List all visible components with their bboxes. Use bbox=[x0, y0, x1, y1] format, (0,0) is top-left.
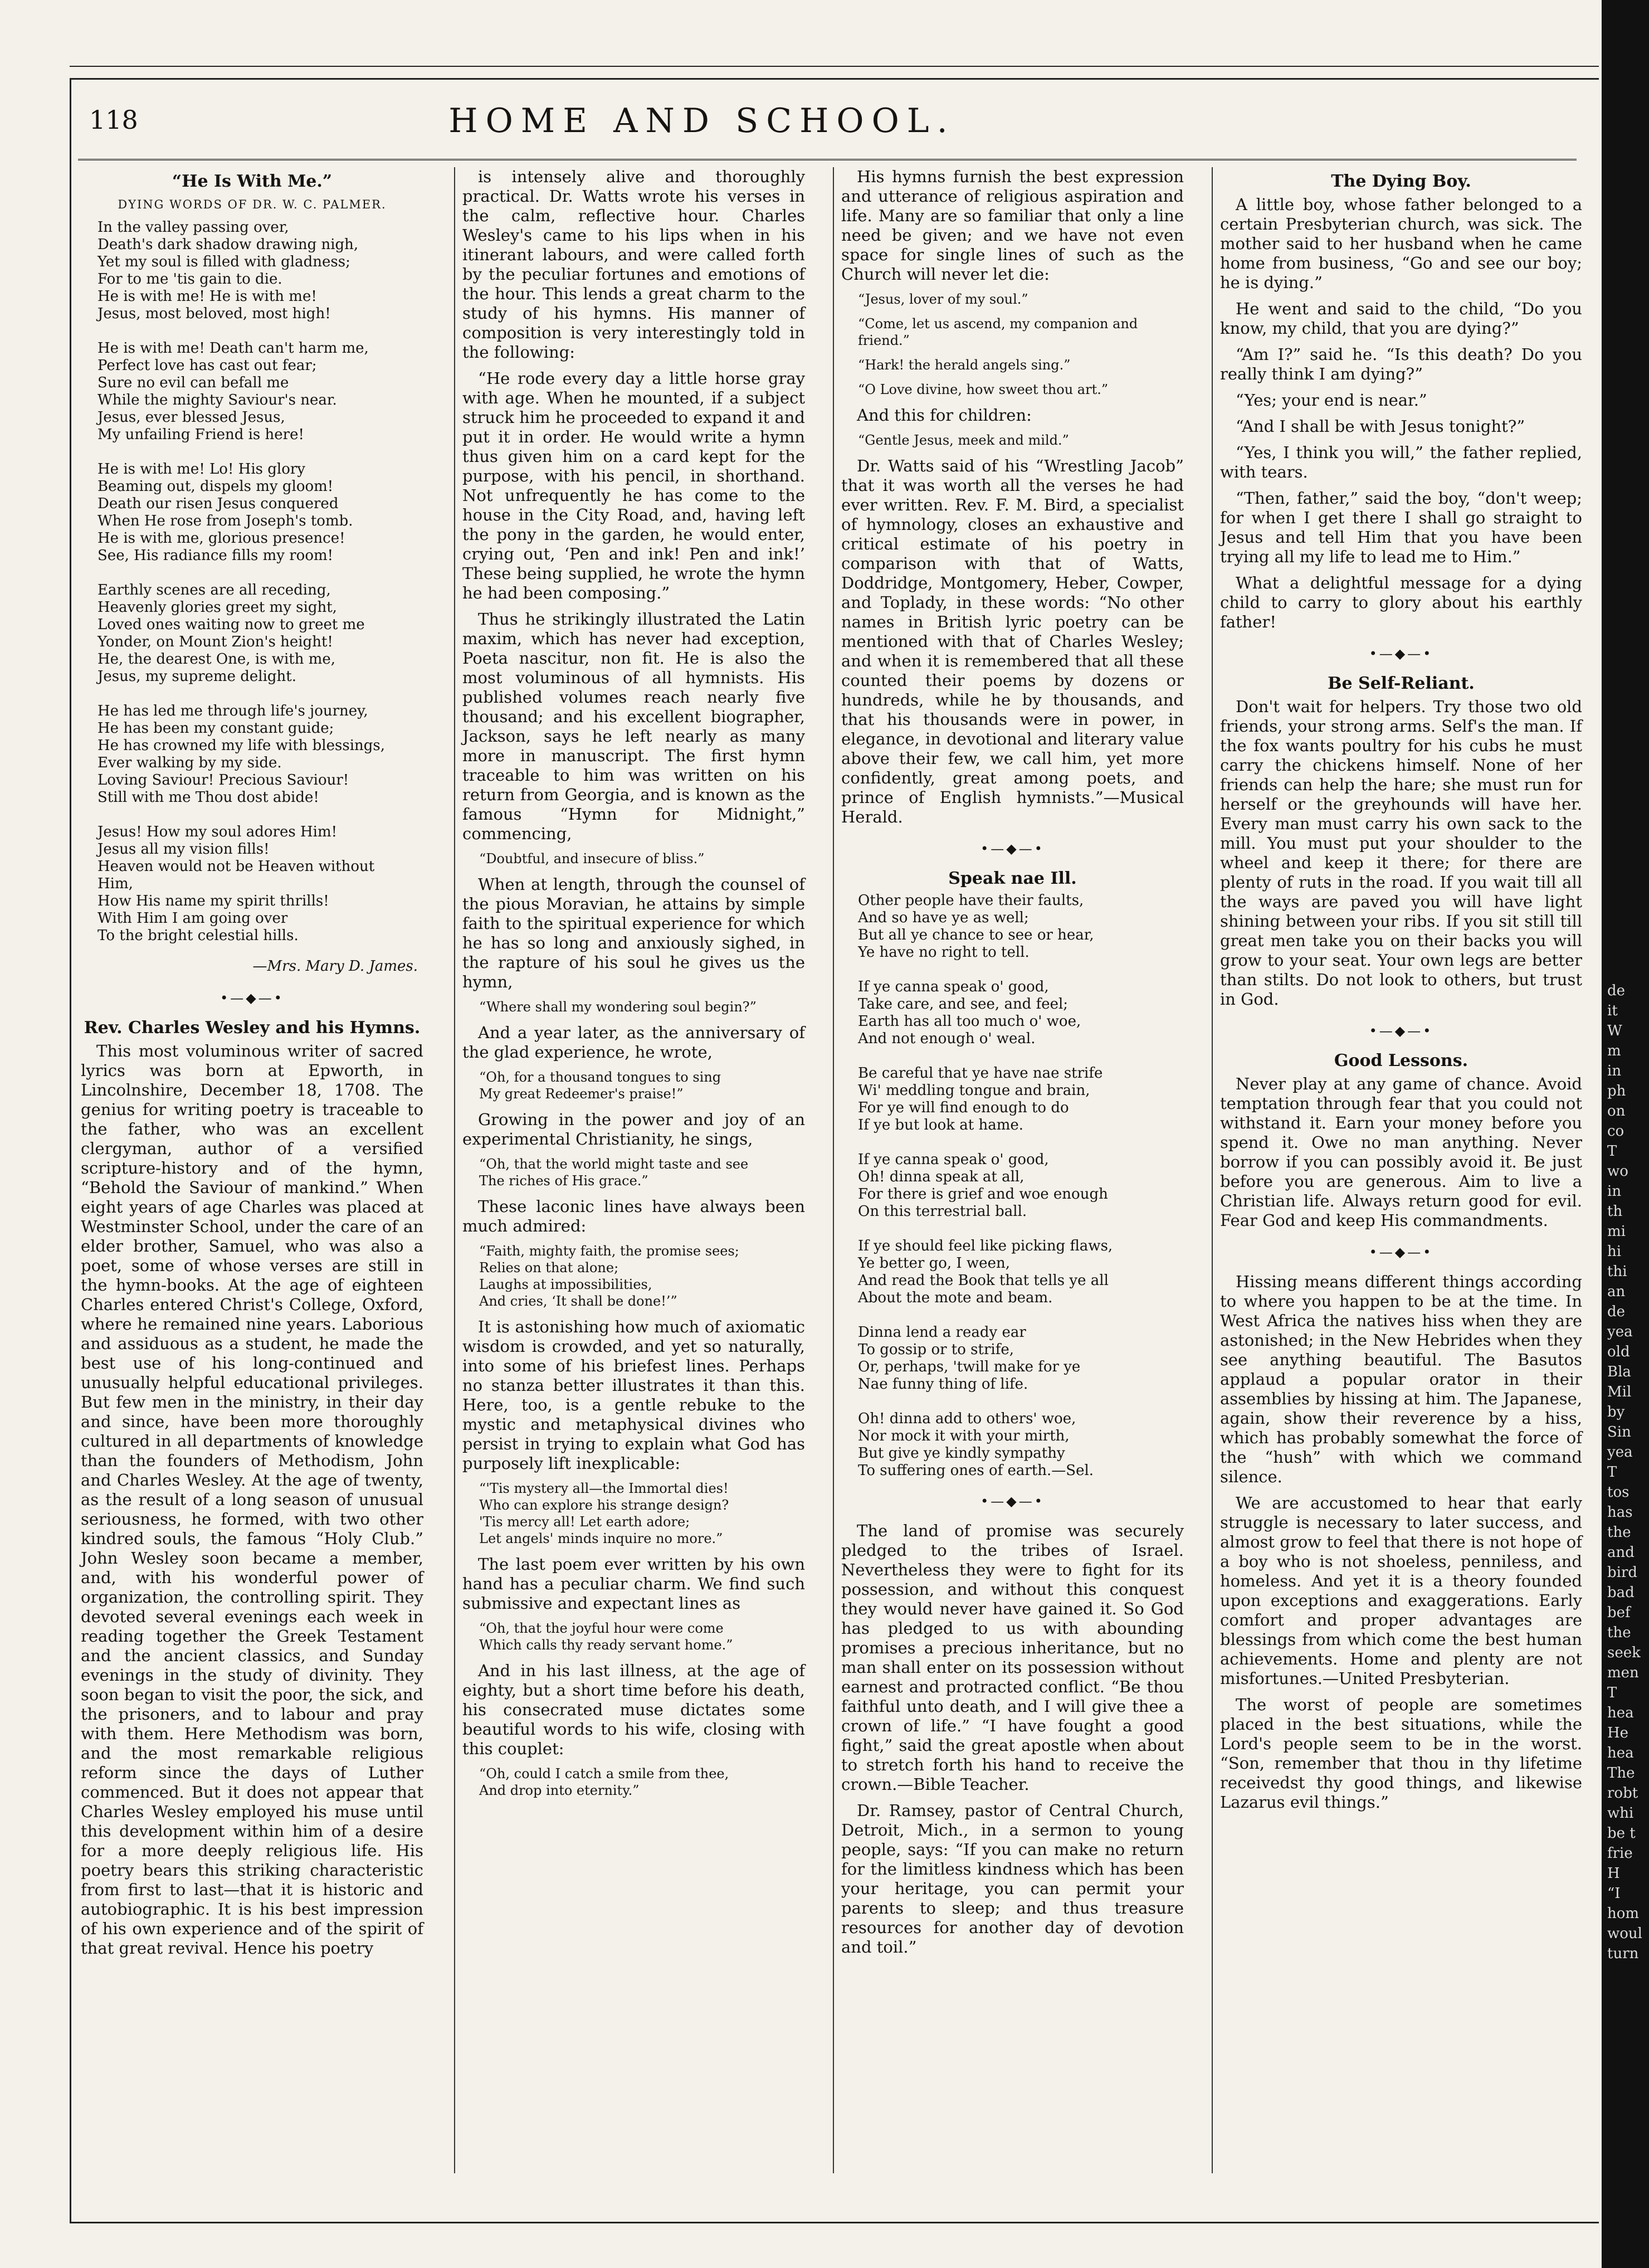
edge-fragment: be t bbox=[1607, 1825, 1636, 1842]
paragraph: Growing in the power and joy of an experimental Christianity, he sings, bbox=[462, 1110, 805, 1148]
paragraph: Don't wait for helpers. Try those two old friends, your strong arms. Self's the man. If the fox wants poultry for his cubs he must carry the chickens himself. None of her friends can help the hare; she must run for herself or the greyhounds will have her. Every man must carry his own sack to the mill. You must put your shoulder to the wheel and keep it there; for there are plenty of ruts in the road. If you wait till all the ways are paved you will have light shining between your ribs. If you sit still till great men take you on their backs you will grow to your seat. Your own legs are better than stilts. Do not look to others, but trust in God. bbox=[1220, 697, 1582, 1009]
edge-fragment: yea bbox=[1607, 1444, 1633, 1461]
edge-fragment: men bbox=[1607, 1665, 1639, 1681]
paragraph: And this for children: bbox=[857, 406, 1032, 425]
ornament-divider: •—◆—• bbox=[980, 1493, 1045, 1509]
column-1 bbox=[81, 167, 423, 1965]
paragraph: The last poem ever written by his own hand has a peculiar charm. We find such submissive and expectant lines as bbox=[462, 1555, 805, 1613]
quotation: “Oh, could I catch a smile from thee, And drop into eternity.” bbox=[479, 1766, 729, 1798]
edge-fragment: W bbox=[1607, 1023, 1622, 1039]
paragraph: We are accustomed to hear that early struggle is necessary to later success, and almost grow to feel that there is not hope of a boy who is not shoeless, penniless, and homeless. And yet it is a theory founded upon exceptions and exaggerations. Early comfort and proper advantages are blessings from which come the best human achievements. Home and plenty are not misfortunes.—United Presbyterian. bbox=[1220, 1493, 1582, 1688]
edge-fragment: has bbox=[1607, 1504, 1633, 1521]
quotation: “Jesus, lover of my soul.” bbox=[858, 291, 1028, 307]
edge-fragment: bef bbox=[1607, 1604, 1631, 1621]
paragraph: “Yes; your end is near.” bbox=[1236, 391, 1427, 410]
poem-title: “He Is With Me.” bbox=[172, 172, 333, 191]
ornament-divider: •—◆—• bbox=[1369, 646, 1433, 661]
edge-fragment: co bbox=[1607, 1123, 1624, 1140]
column-divider bbox=[1212, 167, 1213, 2173]
edge-fragment: yea bbox=[1607, 1323, 1633, 1340]
paragraph: It is astonishing how much of axiomatic wisdom is crowded, and yet so naturally, into some of his briefest lines. Perhaps no stanza better illustrates it than this. Here, too, is a gentle rebuke to the mystic and metaphysical divines who persist in trying to explain what God has purposely lift inexplicable: bbox=[462, 1317, 805, 1473]
edge-fragment: an bbox=[1607, 1283, 1626, 1300]
edge-fragment: and bbox=[1607, 1544, 1635, 1561]
edge-fragment: robt bbox=[1607, 1785, 1638, 1802]
ornament-divider: •—◆—• bbox=[220, 990, 284, 1006]
running-title: HOME AND SCHOOL. bbox=[448, 101, 955, 140]
paragraph: Dr. Ramsey, pastor of Central Church, Detroit, Mich., in a sermon to young people, says: “If you can make no return for the limitless kindness which has been your heritage, you can permit your parents to sleep; and thus treasure resources for another day of devotion and toil.” bbox=[841, 1801, 1184, 1956]
edge-fragment: it bbox=[1607, 1002, 1618, 1019]
paragraph: The worst of people are sometimes placed in the best situations, while the Lord's people seem to be in the worst. “Son, remember that thou in thy lifetime receivedst thy good things, and likewise Lazarus evil things.” bbox=[1220, 1695, 1582, 1812]
edge-fragment: frie bbox=[1607, 1845, 1633, 1862]
edge-fragment: thi bbox=[1607, 1263, 1627, 1280]
ornament-divider: •—◆—• bbox=[1369, 1023, 1433, 1039]
column-4 bbox=[1220, 167, 1582, 1819]
edge-fragment: ph bbox=[1607, 1083, 1626, 1099]
paragraph: Dr. Watts said of his “Wrestling Jacob” that it was worth all the verses he had ever written. Rev. F. M. Bird, a specialist of hymnology, closes an exhaustive and critical estimate of his poetry in comparison with that of Watts, Doddridge, Montgomery, Heber, Cowper, and Toplady, in these words: “No other names in British lyric poetry can be mentioned with that of Charles Wesley; and when it is remembered that all these counted their poems by dozens or hundreds, while he by thousands, and that his thousands were in power, in elegance, in devotional and literary value above their few, we call him, yet more confidently, great among poets, and prince of English hymnists.”—Musical Herald. bbox=[841, 456, 1184, 826]
paragraph: The land of promise was securely pledged to the tribes of Israel. Nevertheless they were to fight for its possession, and without this conquest they would never have gained it. So God has pledged to us with abounding promises a precious inheritance, but no man shall enter on its possession without earnest and protracted conflict. “Be thou faithful unto death, and I will give thee a crown of life.” “I have fought a good fight,” said the great apostle when about to stretch forth his hand to receive the crown.—Bible Teacher. bbox=[841, 1521, 1184, 1794]
edge-fragment: the bbox=[1607, 1624, 1631, 1641]
quotation: “Oh, that the joyful hour were come Which calls thy ready servant home.” bbox=[479, 1620, 733, 1653]
edge-fragment: th bbox=[1607, 1203, 1623, 1220]
paragraph: is intensely alive and thoroughly practical. Dr. Watts wrote his verses in the calm, reflective hour. Charles Wesley's came to his lips when in his itinerant labours, and were called forth by the peculiar fortunes and emotions of the hour. This lends a great charm to the study of his hymns. His manner of composition is very interestingly told in the following: bbox=[462, 167, 805, 362]
top-border bbox=[70, 66, 1599, 70]
paragraph: “He rode every day a little horse gray with age. When he mounted, if a subject struck him he proceeded to expand it and put it in order. He would write a hymn thus given him on a card kept for the purpose, with his pencil, in shorthand. Not unfrequently he has come to the house in the City Road, and, having left the pony in the garden, he would enter, crying out, ‘Pen and ink! Pen and ink!’ These being supplied, he wrote the hymn he had been composing.” bbox=[462, 369, 805, 602]
paragraph: A little boy, whose father belonged to a certain Presbyterian church, was sick. The mother said to her husband when he came home from business, “Go and see our boy; he is dying.” bbox=[1220, 195, 1582, 292]
edge-fragment: Sin bbox=[1607, 1424, 1631, 1440]
edge-fragment: by bbox=[1607, 1404, 1625, 1420]
header-rule bbox=[78, 159, 1577, 163]
edge-fragment: The bbox=[1607, 1765, 1635, 1782]
article-paragraph: This most voluminous writer of sacred lyrics was born at Epworth, in Lincolnshire, December 18, 1708. The genius for writing poetry is traceable to the father, who was an excellent clergyman, author of a versified scripture-history and of the hymn, “Behold the Saviour of mankind.” When eight years of age Charles was placed at Westminster School, under the care of an elder brother, Samuel, who was also a poet, some of whose verses are still in the hymn-books. At the age of eighteen Charles entered Christ's College, Oxford, where he remained nine years. Laborious and assiduous as a student, he made the best use of his long-continued and unusually helpful educational privileges. But few men in the ministry, in their day and since, have been more thoroughly cultured in all departments of knowledge than the founders of Methodism, John and Charles Wesley. At the age of twenty, as the result of a long season of unusual seriousness, he formed, with two other kindred souls, the famous “Holy Club.” John Wesley soon became a member, and, with his wonderful power of organization, the controlling spirit. They devoted several evenings each week in reading together the Greek Testament and the ancient classics, and Sunday evenings in the study of divinity. They soon began to visit the poor, the sick, and the prisoners, and to labour and pray with them. Here Methodism was born, and the most remarkable religious reform since the days of Luther commenced. But it does not appear that Charles Wesley employed his muse until this development within him of a desire for a more deeply religious life. His poetry bears this striking characteristic from first to last—that it is historic and autobiographic. It is his best impression of his own experience and of the spirit of that great revival. Hence his poetry bbox=[81, 1041, 423, 1958]
edge-fragment: T bbox=[1607, 1143, 1617, 1160]
edge-fragment: T bbox=[1607, 1464, 1617, 1481]
edge-fragment: bird bbox=[1607, 1564, 1638, 1581]
ornament-divider: •—◆—• bbox=[980, 841, 1045, 856]
quotation: “Doubtful, and insecure of bliss.” bbox=[479, 851, 705, 867]
column-divider bbox=[454, 167, 455, 2173]
paragraph: These laconic lines have always been much admired: bbox=[462, 1197, 805, 1235]
edge-fragment: T bbox=[1607, 1685, 1617, 1701]
quotation: “'Tis mystery all—the Immortal dies! Who can explore his strange design? 'Tis mercy all! Let earth adore; Let angels' minds inquire no more.” bbox=[479, 1481, 729, 1546]
poem-title: Speak nae Ill. bbox=[948, 869, 1077, 888]
poem-body: Other people have their faults, And so have ye as well; But all ye chance to see or hear, Ye have no right to tell. If ye canna speak o' good, Take care, and see, and feel; Earth has all too much o' woe, And not enough o' weal. Be careful that ye have nae strife Wi' meddling tongue and brain, For ye will find enough to do If ye but look at hame. If ye canna speak o' good, Oh! dinna speak at all, For there is grief and woe enough On this terrestrial ball. If ye should feel like picking flaws, Ye better go, I ween, And read the Book that tells ye all About the mote and beam. Dinna lend a ready ear To gossip or to strife, Or, perhaps, 'twill make for ye Nae funny thing of life. Oh! dinna add to others' woe, Nor mock it with your mirth, But give ye kindly sympathy To suffering ones of earth.—Sel. bbox=[858, 892, 1113, 1479]
poem-author: —Mrs. Mary D. James. bbox=[252, 958, 418, 975]
section-title: Good Lessons. bbox=[1334, 1051, 1469, 1070]
edge-fragment: wo bbox=[1607, 1163, 1628, 1180]
edge-fragment: in bbox=[1607, 1063, 1622, 1079]
quotation: “Faith, mighty faith, the promise sees; Relies on that alone; Laughs at impossibilities, And cries, ‘It shall be done!’” bbox=[479, 1243, 739, 1309]
poem-body: In the valley passing over, Death's dark shadow drawing nigh, Yet my soul is filled with gladness; For to me 'tis gain to die. He is with me! He is with me! Jesus, most beloved, most high! He is with me! Death can't harm me, Perfect love has cast out fear; Sure no evil can befall me While the mighty Saviour's near. Jesus, ever blessed Jesus, My unfailing Friend is here! He is with me! Lo! His glory Beaming out, dispels my gloom! Death our risen Jesus conquered When He rose from Joseph's tomb. He is with me, glorious presence! See, His radiance fills my room! Earthly scenes are all receding, Heavenly glories greet my sight, Loved ones waiting now to greet me Yonder, on Mount Zion's height! He, the dearest One, is with me, Jesus, my supreme delight. He has led me through life's journey, He has been my constant guide; He has crowned my life with blessings, Ever walking by my side. Loving Saviour! Precious Saviour! Still with me Thou dost abide! Jesus! How my soul adores Him! Jesus all my vision fills! Heaven would not be Heaven without Him, How His name my spirit thrills! With Him I am going over To the bright celestial hills. bbox=[97, 219, 386, 944]
edge-fragment: hea bbox=[1607, 1705, 1634, 1721]
paragraph: “Am I?” said he. “Is this death? Do you really think I am dying?” bbox=[1220, 345, 1582, 383]
paragraph: “Yes, I think you will,” the father replied, with tears. bbox=[1220, 443, 1582, 481]
quotation: “Where shall my wondering soul begin?” bbox=[479, 999, 757, 1015]
ornament-divider: •—◆—• bbox=[1369, 1244, 1433, 1260]
edge-fragment: Bla bbox=[1607, 1364, 1631, 1380]
quotation: “Come, let us ascend, my companion and friend.” bbox=[858, 316, 1138, 348]
paragraph: And in his last illness, at the age of eighty, but a short time before his death, his consecrated muse dictates some beautiful words to his wife, closing with this couplet: bbox=[462, 1661, 805, 1758]
paragraph: His hymns furnish the best expression and utterance of religious aspiration and life. Many are so familiar that only a line need be given; and we have not even space for single lines of such as the Church will never let die: bbox=[841, 167, 1184, 284]
edge-fragment: m bbox=[1607, 1043, 1621, 1059]
edge-fragment: old bbox=[1607, 1344, 1630, 1360]
quotation: “Oh, for a thousand tongues to sing My great Redeemer's praise!” bbox=[479, 1069, 721, 1102]
edge-fragment: He bbox=[1607, 1725, 1629, 1741]
edge-fragment: tos bbox=[1607, 1484, 1630, 1501]
edge-fragment: Mil bbox=[1607, 1384, 1632, 1400]
edge-fragment: in bbox=[1607, 1183, 1622, 1200]
paragraph: Never play at any game of chance. Avoid temptation through fear that you could not withstand it. Earn your money before you spend it. Owe no man anything. Never borrow if you can possibly avoid it. Be just before you are generous. Aim to live a Christian life. Always return good for evil. Fear God and keep His commandments. bbox=[1220, 1074, 1582, 1230]
edge-fragment: woul bbox=[1607, 1925, 1642, 1942]
paragraph: He went and said to the child, “Do you know, my child, that you are dying?” bbox=[1220, 299, 1582, 338]
edge-fragment: de bbox=[1607, 1303, 1626, 1320]
quotation: “Oh, that the world might taste and see The riches of His grace.” bbox=[479, 1156, 749, 1189]
edge-fragment: bad bbox=[1607, 1584, 1635, 1601]
column-3 bbox=[841, 167, 1184, 1964]
quotation: “Hark! the herald angels sing.” bbox=[858, 357, 1071, 373]
quotation: “O Love divine, how sweet thou art.” bbox=[858, 382, 1109, 397]
edge-fragment: whi bbox=[1607, 1805, 1634, 1822]
page-header bbox=[89, 99, 1315, 149]
edge-fragment: hea bbox=[1607, 1745, 1634, 1761]
paragraph: Thus he strikingly illustrated the Latin maxim, which has never had exception, Poeta nascitur, non fit. He is also the most voluminous of all hymnists. His published volumes reach nearly five thousand; and his excellent biographer, Jackson, says he left nearly as many more in manuscript. The first hymn traceable to him was written on his return from Georgia, and is known as the famous “Hymn for Midnight,” commencing, bbox=[462, 610, 805, 843]
paragraph: “Then, father,” said the boy, “don't weep; for when I get there I shall go straight to Jesus and tell Him that you have been trying all my life to lead me to Him.” bbox=[1220, 489, 1582, 566]
paragraph: What a delightful message for a dying child to carry to glory about his earthly father! bbox=[1220, 573, 1582, 631]
edge-fragment: on bbox=[1607, 1103, 1626, 1120]
edge-fragment: mi bbox=[1607, 1223, 1626, 1240]
paragraph: Hissing means different things according to where you happen to be at the time. In West Africa the natives hiss when they are astonished; in the New Hebrides when they see anything beautiful. The Basutos applaud a popular orator in their assemblies by hissing at him. The Japanese, again, show their reverence by a hiss, which has probably somewhat the force of the “hush” with which we command silence. bbox=[1220, 1272, 1582, 1486]
edge-fragment: “I bbox=[1607, 1885, 1621, 1902]
edge-fragment: hom bbox=[1607, 1905, 1640, 1922]
column-2 bbox=[462, 167, 805, 1807]
edge-fragment: seek bbox=[1607, 1644, 1641, 1661]
section-title: Be Self-Reliant. bbox=[1328, 674, 1475, 693]
paragraph: And a year later, as the anniversary of the glad experience, he wrote, bbox=[462, 1023, 805, 1062]
edge-fragment: H bbox=[1607, 1865, 1620, 1882]
edge-fragment: the bbox=[1607, 1524, 1631, 1541]
edge-fragment: turn bbox=[1607, 1945, 1639, 1962]
quotation: “Gentle Jesus, meek and mild.” bbox=[858, 432, 1069, 448]
column-divider bbox=[833, 167, 834, 2173]
edge-fragment: hi bbox=[1607, 1243, 1622, 1260]
adjacent-page-fragments bbox=[1607, 981, 1646, 1964]
poem-subtitle: DYING WORDS OF DR. W. C. PALMER. bbox=[118, 198, 387, 211]
edge-fragment: de bbox=[1607, 982, 1626, 999]
paragraph: When at length, through the counsel of the pious Moravian, he attains by simple faith to the spiritual experience for which he has so long and anxiously sighed, in the rapture of his soul he gives us the hymn, bbox=[462, 875, 805, 991]
article-title: Rev. Charles Wesley and his Hymns. bbox=[84, 1018, 421, 1038]
page-number: 118 bbox=[89, 105, 138, 135]
paragraph: “And I shall be with Jesus tonight?” bbox=[1236, 417, 1525, 436]
section-title: The Dying Boy. bbox=[1331, 172, 1471, 191]
